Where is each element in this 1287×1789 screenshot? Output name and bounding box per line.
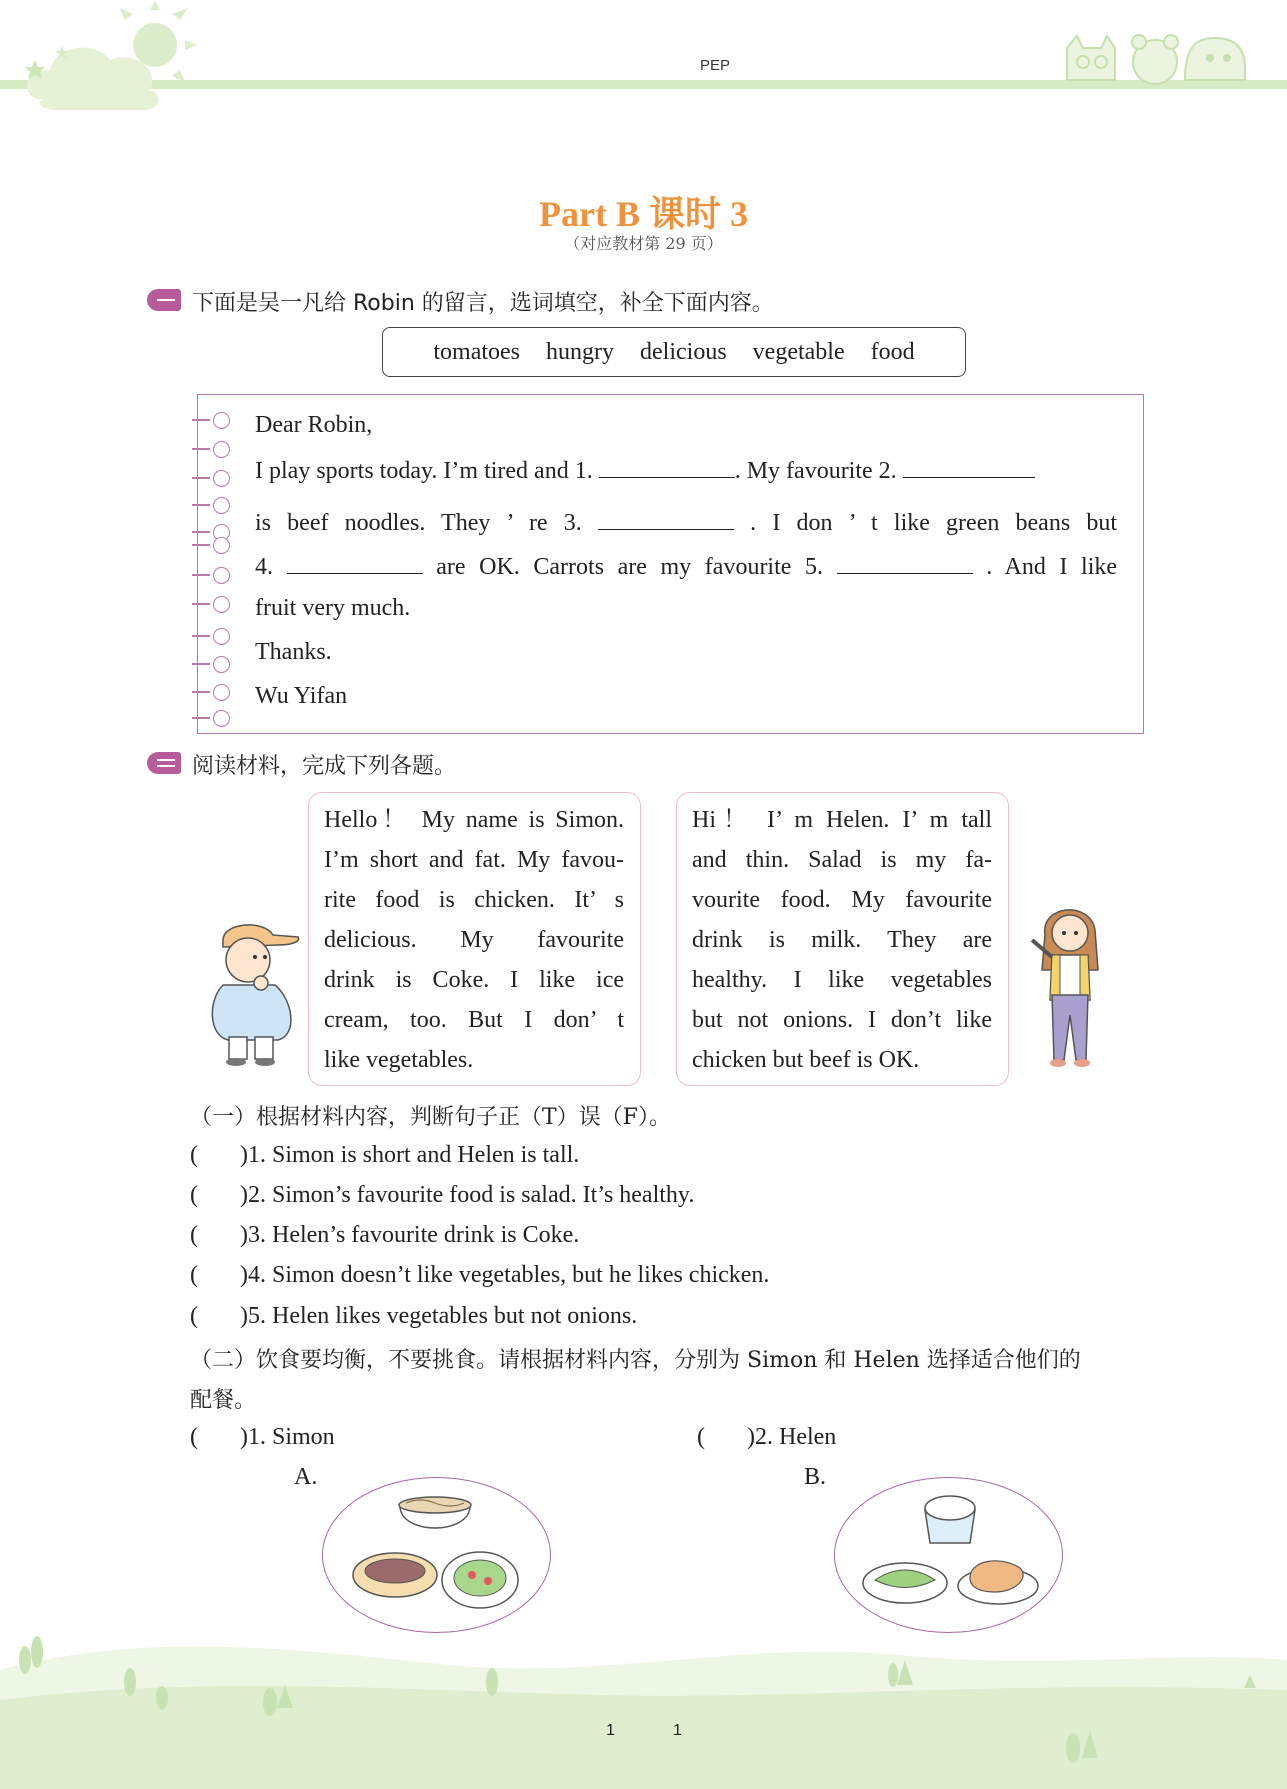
notebook-ring-wire	[192, 504, 210, 506]
notebook-ring-wire	[192, 663, 210, 665]
simon-reading-text	[324, 800, 624, 1080]
section-badge-2	[147, 752, 181, 774]
blank-2[interactable]	[903, 457, 1035, 478]
letter-text: is beef noodles. They ’ re 3.	[255, 510, 582, 536]
letter-line-2	[255, 509, 1117, 535]
section-badge-1	[147, 289, 181, 311]
helen-character-illustration	[1020, 895, 1120, 1070]
answer-bracket[interactable]: ( )	[190, 1222, 248, 1248]
question-text: 3. Helen’s favourite drink is Coke.	[247, 1222, 580, 1248]
meal-a-food-illustration	[340, 1485, 540, 1625]
answer-bracket[interactable]: ( )	[190, 1262, 248, 1288]
answer-bracket[interactable]: ( )	[190, 1142, 248, 1168]
reading-line: vourite food. My favourite	[692, 887, 992, 913]
notebook-ring	[213, 628, 230, 645]
tf-question	[190, 1142, 579, 1169]
notebook-ring	[213, 567, 230, 584]
section-2-instruction: 阅读材料，完成下列各题。	[192, 754, 457, 779]
question-text: 4. Simon doesn’t like vegetables, but he likes chicken.	[247, 1262, 770, 1288]
tf-question	[190, 1303, 637, 1330]
notebook-ring-wire	[192, 448, 210, 450]
notebook-ring	[213, 537, 230, 554]
letter-text: I play sports today. I’m tired and 1.	[255, 458, 593, 484]
page-number-left: 1	[606, 1722, 615, 1739]
question-text: 2. Simon’s favourite food is salad. It’s healthy.	[247, 1182, 695, 1208]
part2-instruction-line-2: 配餐。	[190, 1388, 257, 1413]
notebook-ring-wire	[192, 531, 210, 533]
notebook-ring-wire	[192, 717, 210, 719]
reading-line: and thin. Salad is my fa-	[692, 847, 992, 873]
notebook-ring	[213, 684, 230, 701]
question-text: 1. Simon	[247, 1424, 335, 1450]
word-option: hungry	[546, 338, 615, 365]
letter-greeting: Dear Robin,	[255, 412, 373, 438]
tf-question	[190, 1262, 769, 1289]
reading-line: drink is milk. They are	[692, 927, 992, 953]
match-question-simon	[190, 1424, 335, 1451]
tf-question	[190, 1182, 694, 1209]
reading-line: like vegetables.	[324, 1047, 474, 1073]
meal-b-food-illustration	[850, 1480, 1050, 1625]
word-option: food	[870, 338, 915, 365]
word-option: tomatoes	[433, 338, 521, 365]
letter-text: are OK. Carrots are my favourite 5.	[436, 554, 824, 580]
sun-cloud-decoration	[0, 0, 200, 115]
reading-line: cream, too. But I don’ t	[324, 1007, 624, 1033]
notebook-ring	[213, 710, 230, 727]
letter-line-3	[255, 553, 1117, 579]
helen-reading-text	[692, 800, 992, 1080]
word-option: delicious	[640, 338, 727, 365]
letter-text: . I don ’ t like green beans but	[750, 510, 1118, 536]
notebook-ring-wire	[192, 691, 210, 693]
answer-bracket[interactable]: ( )	[190, 1424, 248, 1450]
question-text: 2. Helen	[754, 1424, 837, 1450]
blank-4[interactable]	[287, 553, 423, 574]
notebook-ring-wire	[192, 419, 210, 421]
part2-instruction-line-1: （二）饮食要均衡，不要挑食。请根据材料内容，分别为 Simon 和 Helen 选择适合他们的	[190, 1348, 1081, 1373]
notebook-ring	[213, 412, 230, 429]
word-bank	[382, 327, 966, 377]
reading-line: Hello！ My name is Simon.	[324, 807, 624, 833]
simon-character-illustration	[203, 915, 303, 1070]
letter-text: . And I like	[986, 554, 1118, 580]
notebook-ring	[213, 596, 230, 613]
letter-closing: Thanks.	[255, 639, 332, 665]
match-question-helen	[697, 1424, 836, 1451]
notebook-ring-wire	[192, 477, 210, 479]
answer-bracket[interactable]: ( )	[190, 1182, 248, 1208]
answer-bracket[interactable]: ( )	[190, 1303, 248, 1329]
reading-line: I’m short and fat. My favou-	[324, 847, 624, 873]
letter-signature: Wu Yifan	[255, 683, 348, 709]
tf-question	[190, 1222, 579, 1249]
option-label-b: B.	[804, 1464, 827, 1490]
letter-line-1	[255, 457, 1117, 483]
footer-landscape-decoration	[0, 1620, 1287, 1789]
blank-1[interactable]	[599, 457, 735, 478]
page-number-right: 1	[673, 1722, 682, 1739]
section-1-instruction: 下面是吴一凡给 Robin 的留言，选词填空，补全下面内容。	[192, 291, 774, 316]
reading-line: drink is Coke. I like ice	[324, 967, 624, 993]
answer-bracket[interactable]: ( )	[697, 1424, 755, 1450]
page-title: Part B 课时 3	[539, 194, 748, 234]
question-text: 1. Simon is short and Helen is tall.	[247, 1142, 580, 1168]
letter-line-4: fruit very much.	[255, 595, 411, 621]
notebook-ring	[213, 656, 230, 673]
notebook-ring-wire	[192, 544, 210, 546]
notebook-ring-wire	[192, 603, 210, 605]
reading-line: delicious. My favourite	[324, 927, 624, 953]
reading-line: chicken but beef is OK.	[692, 1047, 920, 1073]
notebook-ring	[213, 497, 230, 514]
blank-3[interactable]	[598, 509, 734, 530]
page-subtitle: （对应教材第 29 页）	[564, 234, 723, 253]
reading-line: Hi！ I’ m Helen. I’ m tall	[692, 807, 992, 833]
cartoon-animals-decoration	[1055, 18, 1255, 88]
reading-line: but not onions. I don’t like	[692, 1007, 992, 1033]
word-option: vegetable	[752, 338, 845, 365]
reading-line: healthy. I like vegetables	[692, 967, 992, 993]
part1-instruction: （一）根据材料内容，判断句子正（T）误（F）。	[190, 1105, 671, 1130]
option-label-a: A.	[294, 1464, 318, 1490]
notebook-ring-wire	[192, 635, 210, 637]
letter-text: 4.	[255, 554, 273, 580]
blank-5[interactable]	[837, 553, 973, 574]
notebook-ring	[213, 441, 230, 458]
notebook-ring	[213, 470, 230, 487]
notebook-ring-wire	[192, 574, 210, 576]
letter-text: . My favourite 2.	[734, 458, 897, 484]
reading-line: rite food is chicken. It’ s	[324, 887, 624, 913]
series-label: PEP	[700, 57, 731, 74]
question-text: 5. Helen likes vegetables but not onions.	[247, 1303, 638, 1329]
